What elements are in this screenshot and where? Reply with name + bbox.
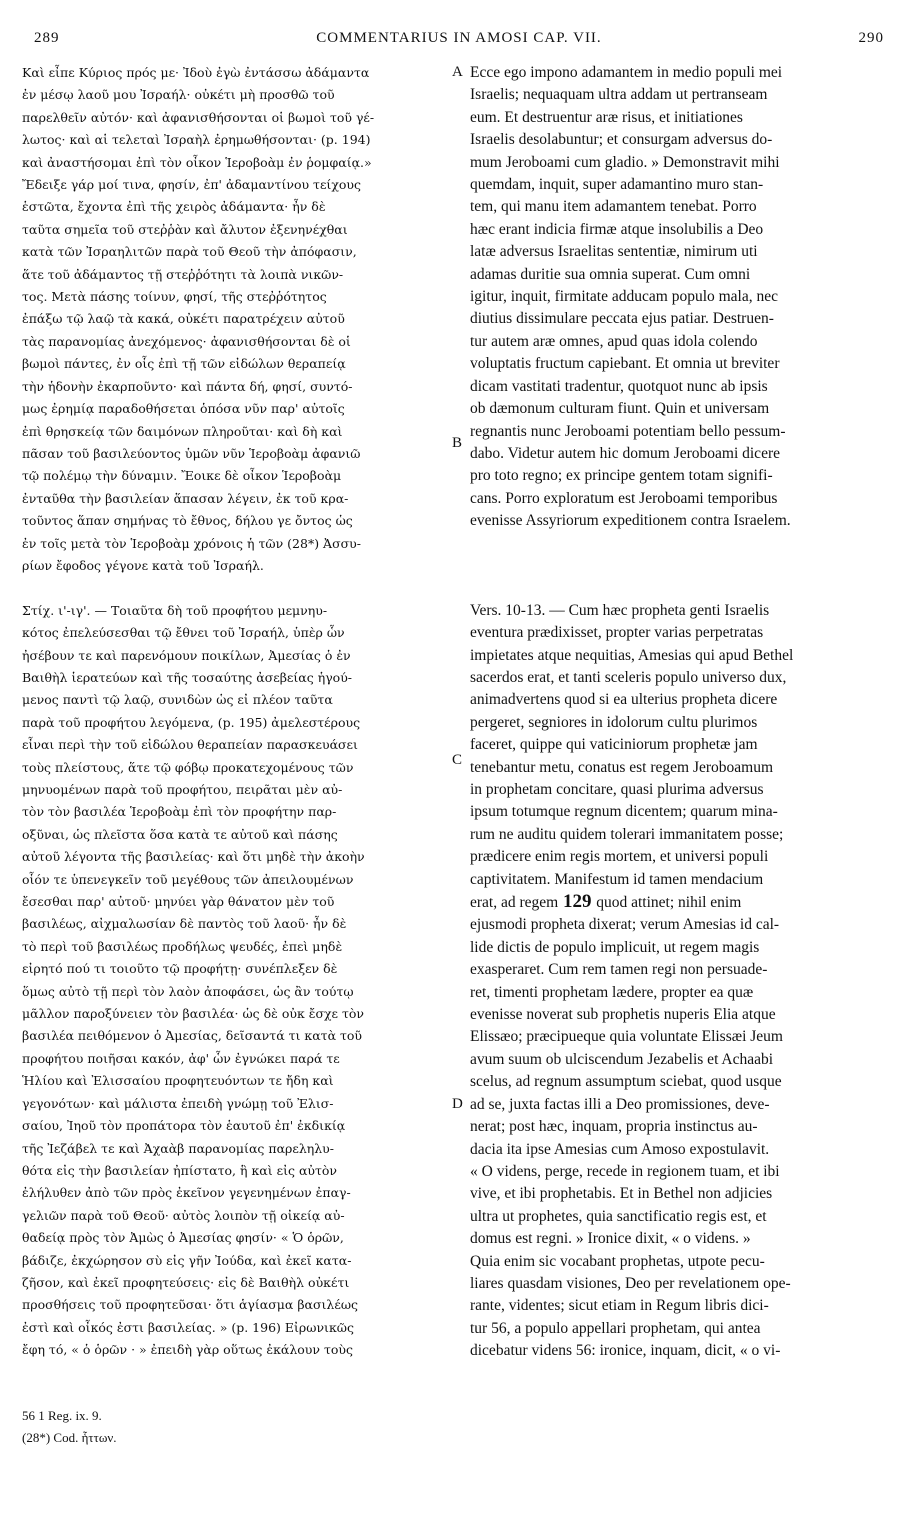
- latin-text-line: quemdam, inquit, super adamantino muro stan-: [470, 176, 764, 194]
- latin-text-line: [470, 555, 880, 577]
- footnote-56: 56 1 Reg. ix. 9.: [22, 1408, 102, 1423]
- latin-text-line: dabo. Videtur autem hic domum Jeroboami dicere: [470, 444, 780, 462]
- greek-text-line: πᾶσαν τοῦ βασιλεύοντος ὑμῶν νῦν Ἱεροβοὰμ ἀφανιῶ: [22, 445, 361, 461]
- latin-text-line: prædicere enim regis mortem, et universi populi: [470, 848, 769, 866]
- latin-text-line: ad se, juxta factas illi a Deo promissiones, deve-: [470, 1095, 770, 1113]
- latin-text-line: Vers. 10-13. — Cum hæc propheta genti Israelis: [470, 601, 770, 619]
- greek-text-line: ἔφη τό, « ὁ ὁρῶν · » ἐπειδὴ γὰρ οὕτως ἐκάλουν τοὺς: [22, 1342, 353, 1358]
- greek-text-line: καὶ ἀναστήσομαι ἐπὶ τὸν οἶκον Ἱεροβοὰμ ἐν ῥομφαίᾳ.»: [22, 154, 372, 170]
- greek-text-line: Βαιθὴλ ἱερατεύων καὶ τῆς τοσαύτης ἀσεβείας ἡγού-: [22, 669, 353, 685]
- latin-text-line: erat, ad regem 129 quod attinet; nihil enim: [470, 891, 742, 913]
- greek-text-line: βασιλέως, αἰχμαλωσίαν δὲ παντὸς τοῦ λαοῦ· ἦν δὲ: [22, 916, 347, 932]
- greek-text-line: μηνυομένων παρὰ τοῦ προφήτου, πειρᾶται μὲν αὐ-: [22, 782, 343, 797]
- greek-text-line: ἐνταῦθα τὴν βασιλείαν ἅπασαν λέγειν, ἐκ τοῦ κρα-: [22, 490, 349, 506]
- greek-text-line: βωμοὶ πάντες, ἐν οἷς ἐπὶ τῇ τῶν εἰδώλων θεραπείᾳ: [22, 356, 346, 372]
- greek-text-line: τῷ πολέμῳ τὴν δύναμιν. Ἔοικε δὲ οἶκον Ἱεροβοὰμ: [22, 468, 342, 484]
- latin-text-line: dacia ita ipse Amesias cum Amoso expostulavit.: [470, 1140, 770, 1158]
- greek-text-line: βασιλέα πειθόμενον ὁ Ἀμεσίας, δεῖσαντά τι κατὰ τοῦ: [22, 1028, 363, 1044]
- latin-text-line: exasperaret. Cum rem tamen regi non persuade-: [470, 961, 768, 979]
- latin-text-line: ob dæmonum culturam fiunt. Quin et universam: [470, 400, 770, 418]
- greek-text-line: τῆς Ἰεζάβελ τε καὶ Ἀχαὰβ παρανομίας παρεληλυ-: [22, 1140, 335, 1156]
- left-page-number: 289: [34, 30, 60, 46]
- greek-text-line: παρὰ τοῦ προφήτου λεγόμενα, (p. 195) ἀμελεστέρους: [22, 714, 361, 730]
- latin-text-line: diutius dissimulare peccata ejus patiar. Destruen-: [470, 310, 774, 328]
- greek-text-line: εἶναι περὶ τὴν τοῦ εἰδώλου θεραπείαν παρασκευάσει: [22, 737, 358, 753]
- latin-text-line: avum suum ob ulciscendum Jezabelis et Achaabi: [470, 1050, 774, 1068]
- greek-text-line: βάδιζε, ἐκχώρησον σὺ εἰς γῆν Ἰούδα, καὶ ἐκεῖ κατα-: [22, 1252, 352, 1268]
- latin-text-line: tur 56, a populo appellari prophetam, qui antea: [470, 1319, 761, 1337]
- right-page-number: 290: [858, 30, 884, 46]
- greek-text-line: θότα εἰς τὴν βασιλείαν ἠπίστατο, ἣ καὶ εἰς αὐτὸν: [22, 1162, 338, 1178]
- greek-text-line: ἐπὶ θρησκείᾳ τῶν δαιμόνων πληροῦται· καὶ δὴ καὶ: [22, 423, 343, 439]
- latin-text-line: in prophetam concitare, quasi plurima adversus: [470, 781, 764, 798]
- greek-text-line: τὴν ἡδονὴν ἐκαρποῦντο· καὶ πάντα δή, φησί, συντό-: [22, 378, 353, 394]
- latin-text-line: sacerdos erat, et tanti sceleris populo universo dux,: [470, 668, 787, 686]
- greek-text-line: παρελθεῖν αὐτόν· καὶ ἀφανισθήσονται οἱ βωμοὶ τοῦ γέ-: [22, 109, 375, 125]
- greek-text-line: ἐν τοῖς μετὰ τὸν Ἱεροβοὰμ χρόνοις ἡ τῶν (28*) Ἀσσυ-: [22, 535, 361, 551]
- greek-text-line: ἐστὶ καὶ οἶκός ἐστι βασιλείας. » (p. 196) Εἰρωνικῶς: [22, 1319, 354, 1335]
- margin-marker-b: B: [452, 435, 463, 451]
- latin-text-line: cans. Porro exploratum est Jeroboami temporibus: [470, 489, 778, 507]
- greek-text-line: οἷόν τε ὑπενεγκεῖν τοῦ μεγέθους τῶν ἀπειλουμένων: [22, 871, 354, 887]
- latin-text-line: hæc erant indicia firmæ atque insolubilis a Deo: [470, 220, 764, 238]
- footnote-28: (28*) Cod. ἧττων.: [22, 1430, 117, 1445]
- margin-marker-c: C: [452, 752, 463, 768]
- latin-text-line: tenebantur metu, conatus est regem Jeroboamum: [470, 758, 774, 776]
- greek-text-line: τὸν τὸν βασιλέα Ἱεροβοὰμ ἐπὶ τὸν προφήτην παρ-: [22, 804, 337, 820]
- latin-text-line: evenisse Assyriorum expeditionem contra Israelem.: [470, 512, 791, 530]
- latin-text-line: liares quasdam visiones, Deo per revelationem ope-: [470, 1274, 791, 1292]
- greek-text-line: Καὶ εἶπε Κύριος πρός με· Ἰδοὺ ἐγὼ ἐντάσσω ἀδάμαντα: [22, 65, 370, 80]
- greek-text-line: θαδείᾳ πρὸς τὸν Ἀμὼς ὁ Ἀμεσίας φησίν· « Ὁ ὁρῶν,: [22, 1230, 344, 1246]
- latin-text-line: tem, qui manu item adamantem tenebat. Porro: [470, 198, 757, 216]
- greek-text-line: οξῦναι, ὡς πλεῖστα ὅσα κατὰ τε αὐτοῦ καὶ πάσης: [22, 826, 338, 842]
- latin-text-line: pergeret, segniores in idolorum cultu plurimos: [470, 713, 758, 731]
- latin-text-line: [470, 577, 880, 599]
- greek-text-line: εἰρητό πού τι τοιοῦτο τῷ προφήτῃ· συνέπλεξεν δὲ: [22, 961, 338, 977]
- greek-text-line: ταῦτα σημεῖα τοῦ στεῤῥὰν καὶ ἄλυτον ἐξενηνέχθαι: [22, 221, 348, 237]
- greek-text-line: προφήτου ποιῆσαι κακόν, ἀφ' ὧν ἐγνώκει παρά τε: [22, 1050, 340, 1066]
- latin-text-line: igitur, inquit, firmitate adducam populo mala, nec: [470, 288, 779, 306]
- greek-text-line: τος. Μετὰ πάσης τοίνυν, φησί, τῆς στεῤῥότητος: [22, 289, 327, 305]
- latin-text-line: voluptatis fructum capiebant. Et omnia ut breviter: [470, 355, 780, 373]
- greek-text-line: ἐν μέσῳ λαοῦ μου Ἰσραήλ· οὐκέτι μὴ προσθῶ τοῦ: [22, 87, 335, 103]
- greek-text-line: ἐλήλυθεν ἀπὸ τῶν πρὸς ἐκεῖνον γεγενημένων ἐπαγ-: [22, 1185, 351, 1201]
- greek-text-line: τοὺς πλείστους, ἅτε τῷ φόβῳ προκατεχομένους τῶν: [22, 759, 354, 775]
- latin-text-line: captivitatem. Manifestum id tamen mendacium: [470, 870, 764, 888]
- latin-column: [470, 62, 880, 1363]
- latin-text-line: Elissæo; præcipueque quia voluntate Elissæi Jeum: [470, 1028, 783, 1046]
- latin-text-line: ultra ut prophetes, quia sanctificatio regis est, et: [470, 1207, 767, 1225]
- latin-text-line: nerat; post hæc, inquam, propria instinctus au-: [470, 1118, 758, 1136]
- margin-marker-a: A: [452, 64, 463, 80]
- latin-text-line: eventura prædixisset, propter varias perpetratas: [470, 624, 764, 642]
- running-header: [34, 30, 884, 54]
- latin-text-line: Israelis; nequaquam ultra addam ut pertranseam: [470, 86, 768, 104]
- latin-text-line: lide dictis de populo implicuit, ut regem magis: [470, 938, 760, 956]
- latin-text-line: Israelis desolabuntur; et consurgam adversus do-: [470, 131, 773, 149]
- latin-text-line: mum Jeroboami cum gladio. » Demonstravit mihi: [470, 153, 780, 171]
- greek-text-line: ἅτε τοῦ ἀδάμαντος τῇ στεῤῥότητι τὰ λοιπὰ νικῶν-: [22, 266, 344, 282]
- latin-text-line: dicam vastitati tradentur, quotquot nunc ab ipsis: [470, 377, 768, 395]
- latin-text-line: ipsum totumque regnum dicentem; quarum mina-: [470, 803, 778, 821]
- greek-column: [22, 62, 450, 1362]
- latin-text-line: Quia enim sic vocabant prophetas, utpote pecu-: [470, 1252, 765, 1270]
- greek-text-line: γεγονότων· καὶ μάλιστα ἐπειδὴ γνώμῃ τοῦ Ἐλισ-: [22, 1095, 334, 1111]
- latin-text-line: Ecce ego impono adamantem in medio populi mei: [470, 64, 783, 81]
- greek-text-line: τοῦντος ἅπαν σημήνας τὸ ἔθνος, δήλου γε ὄντος ὡς: [22, 513, 353, 529]
- greek-text-line: Στίχ. ι'-ιγ'. — Τοιαῦτα δὴ τοῦ προφήτου μεμνηυ-: [22, 602, 328, 618]
- latin-text-line: ret, timenti prophetam lædere, propter ea quæ: [470, 983, 754, 1001]
- latin-text-line: tur autem aræ omnes, apud quas idola colendo: [470, 332, 758, 350]
- latin-text-line: rum ne auditu quidem tolerari immanitatem posse;: [470, 825, 784, 843]
- greek-text-line: μᾶλλον παροξύνειεν τὸν βασιλέα· ὡς δὲ οὐκ ἔσχε τὸν: [22, 1006, 365, 1022]
- greek-text-line: αὐτοῦ λέγοντα τῆς βασιλείας· καὶ ὅτι μηδὲ τὴν ἀκοὴν: [22, 849, 365, 865]
- latin-text-line: [470, 533, 880, 555]
- greek-text-line: κότος ἐπελεύσεσθαι τῷ ἔθνει τοῦ Ἰσραήλ, ὑπὲρ ὧν: [22, 625, 345, 641]
- greek-text-line: [22, 577, 450, 599]
- latin-text-line: latæ adversus Israelitas sententiæ, nimirum uti: [470, 243, 758, 261]
- greek-text-line: μως ἐρημίᾳ παραδοθήσεται ὁπόσα νῦν παρ' αὐτοῖς: [22, 401, 345, 417]
- latin-text-line: adamas duritie sua omnia superat. Cum omni: [470, 265, 751, 283]
- latin-text-line: rante, videntes; sicut etiam in Regum libris dici-: [470, 1297, 769, 1315]
- latin-text-line: impietates atque nequitias, Amesias qui apud Bethel: [470, 646, 794, 664]
- greek-text-line: γελιῶν παρὰ τοῦ Θεοῦ· αὐτὸς λοιπὸν τῇ οἰκείᾳ αὐ-: [22, 1207, 345, 1223]
- greek-text-line: ρίων ἔφοδος γέγονε κατὰ τοῦ Ἰσραήλ.: [22, 557, 264, 573]
- latin-text-line: pro toto regno; ex principe gentem totam signifi-: [470, 467, 773, 485]
- greek-text-line: ἑστῶτα, ἔχοντα ἐπὶ τῆς χειρὸς ἀδάμαντα· ἦν δὲ: [22, 199, 326, 215]
- latin-line-suffix: quod attinet; nihil enim: [596, 894, 742, 912]
- greek-text-line: Ἡλίου καὶ Ἐλισσαίου προφητευόντων τε ἤδη καὶ: [22, 1073, 334, 1089]
- latin-text-line: « O videns, perge, recede in regionem tuam, et ibi: [470, 1162, 780, 1180]
- greek-text-line: κατὰ τῶν Ἰσραηλιτῶν παρὰ τοῦ Θεοῦ τὴν ἀπόφασιν,: [22, 244, 357, 260]
- greek-text-line: λωτος· καὶ αἱ τελεταὶ Ἰσραὴλ ἐρημωθήσονται· (p. 194): [22, 132, 371, 148]
- greek-text-line: ὅμως αὐτὸ τῇ περὶ τὸν λαὸν ἀποφάσει, ὡς ἂν τούτῳ: [22, 983, 354, 999]
- greek-text-line: τὰς παρανομίας ἀνεχόμενος· ἀφανισθήσονται δὲ οἱ: [22, 333, 351, 349]
- greek-text-line: ἠσέβουν τε καὶ παρενόμουν ποικίλων, Ἀμεσίας ὁ ἐν: [22, 647, 351, 663]
- greek-text-line: τὸ περὶ τοῦ βασιλέως προδήλως ψευδές, ἐπεὶ μηδὲ: [22, 938, 343, 954]
- greek-text-line: μενος παντὶ τῷ λαῷ, συνιδὼν ὡς εἰ πλέον ταῦτα: [22, 692, 333, 708]
- latin-text-line: regnantis nunc Jeroboami potentiam bello pessum-: [470, 422, 786, 440]
- latin-text-line: domus est regni. » Ironice dixit, « o videns. »: [470, 1230, 751, 1248]
- latin-text-line: eum. Et destruentur aræ risus, et initiationes: [470, 108, 743, 126]
- latin-text-line: animadvertens quod si ea ulterius propheta dicere: [470, 691, 778, 709]
- latin-text-line: scelus, ad regnum assumptum sciebat, quod usque: [470, 1073, 782, 1091]
- running-title: COMMENTARIUS IN AMOSI CAP. VII.: [316, 30, 602, 46]
- latin-text-line: faceret, quippe qui vaticiniorum prophetæ jam: [470, 736, 758, 754]
- greek-text-line: σαίου, Ἰηοῦ τὸν προπάτορα τὸν ἑαυτοῦ ἐπ' ἐκδικίᾳ: [22, 1118, 346, 1134]
- latin-text-line: dicebatur videns 56: ironice, inquam, dicit, « o vi-: [470, 1342, 781, 1360]
- latin-text-line: ejusmodi propheta dixerat; verum Amesias id cal-: [470, 916, 780, 934]
- greek-text-line: ἔσεσθαι παρ' αὐτοῦ· μηνύει γὰρ θάνατον μὲν τοῦ: [22, 894, 335, 910]
- latin-text-line: vive, et ibi prophetabis. Et in Bethel non adjicies: [470, 1185, 773, 1203]
- margin-marker-d: D: [452, 1096, 463, 1112]
- latin-text-line: evenisse noverat sub prophetis nuperis Elia atque: [470, 1006, 776, 1024]
- greek-text-line: προσθήσεις τοῦ προφητεῦσαι· ὅτι ἁγίασμα βασιλέως: [22, 1297, 359, 1313]
- greek-text-line: ζῆσον, καὶ ἐκεῖ προφητεύσεις· εἰς δὲ Βαιθὴλ οὐκέτι: [22, 1274, 350, 1290]
- greek-text-line: ἐπάξω τῷ λαῷ τὰ κακά, οὐκέτι παρατρέχειν αὐτοῦ: [22, 311, 345, 327]
- column-number: 129: [558, 891, 597, 913]
- greek-text-line: Ἔδειξε γάρ μοί τινα, φησίν, ἐπ' ἀδαμαντίνου τείχους: [22, 177, 362, 193]
